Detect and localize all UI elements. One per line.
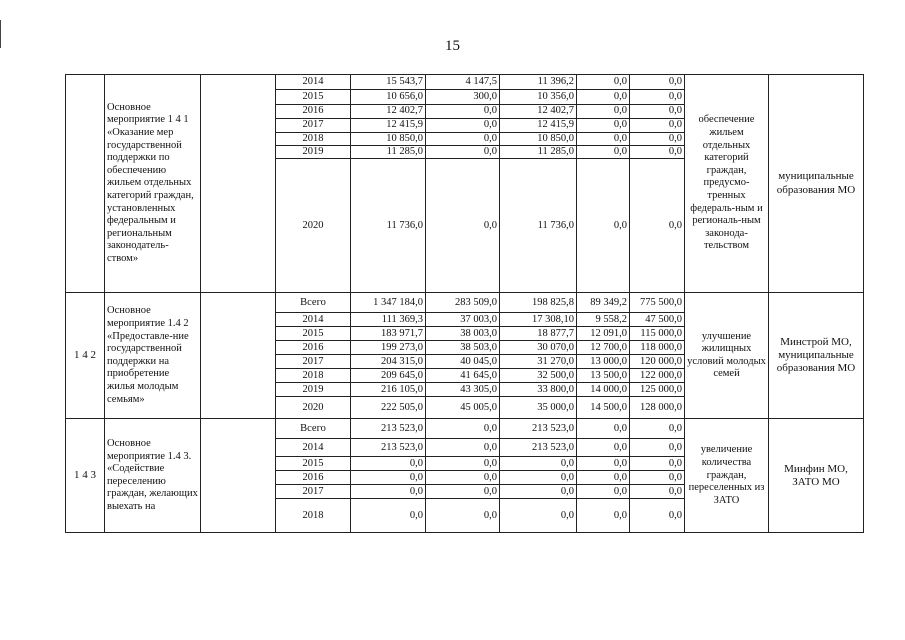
total-cell: 213 523,0 xyxy=(351,439,426,457)
year-cell: 2014 xyxy=(276,75,351,90)
expected-result: увеличение количества граждан, переселенных из ЗАТО xyxy=(685,419,769,533)
funding-cell: 10 356,0 xyxy=(500,90,577,105)
funding-cell: 43 305,0 xyxy=(426,383,500,397)
total-cell: 222 505,0 xyxy=(351,397,426,419)
funding-cell: 283 509,0 xyxy=(426,293,500,313)
empty-cell xyxy=(201,75,276,293)
total-cell: 10 850,0 xyxy=(351,133,426,146)
total-cell: 12 415,9 xyxy=(351,119,426,133)
funding-cell: 31 270,0 xyxy=(500,355,577,369)
funding-cell: 0,0 xyxy=(426,146,500,159)
funding-cell: 14 000,0 xyxy=(577,383,630,397)
funding-cell: 0,0 xyxy=(426,105,500,119)
funding-cell: 120 000,0 xyxy=(630,355,685,369)
funding-cell: 118 000,0 xyxy=(630,341,685,355)
year-cell: 2016 xyxy=(276,471,351,485)
section-index: 1 4 3 xyxy=(66,419,105,533)
total-cell: 1 347 184,0 xyxy=(351,293,426,313)
year-cell: 2018 xyxy=(276,133,351,146)
funding-cell: 0,0 xyxy=(500,485,577,499)
funding-cell: 0,0 xyxy=(577,146,630,159)
total-cell: 10 656,0 xyxy=(351,90,426,105)
year-cell: 2014 xyxy=(276,439,351,457)
funding-cell: 12 415,9 xyxy=(500,119,577,133)
funding-cell: 0,0 xyxy=(500,471,577,485)
page-number: 15 xyxy=(445,38,460,54)
funding-cell: 0,0 xyxy=(630,105,685,119)
funding-cell: 0,0 xyxy=(577,133,630,146)
total-cell: 111 369,3 xyxy=(351,313,426,327)
empty-cell xyxy=(201,419,276,533)
funding-cell: 198 825,8 xyxy=(500,293,577,313)
funding-cell: 0,0 xyxy=(426,159,500,293)
empty-cell xyxy=(201,293,276,419)
year-cell: 2016 xyxy=(276,105,351,119)
funding-cell: 12 700,0 xyxy=(577,341,630,355)
year-cell: 2015 xyxy=(276,457,351,471)
funding-cell: 9 558,2 xyxy=(577,313,630,327)
funding-cell: 300,0 xyxy=(426,90,500,105)
funding-cell: 0,0 xyxy=(630,159,685,293)
funding-cell: 0,0 xyxy=(630,119,685,133)
total-cell: 11 736,0 xyxy=(351,159,426,293)
funding-cell: 0,0 xyxy=(577,105,630,119)
year-cell: 2020 xyxy=(276,397,351,419)
total-cell: 0,0 xyxy=(351,457,426,471)
funding-cell: 13 500,0 xyxy=(577,369,630,383)
funding-cell: 213 523,0 xyxy=(500,439,577,457)
program-activities-table xyxy=(65,74,864,533)
activity-description: Основное мероприятие 1.4 3. «Содействие переселению граждан, желающих выехать на xyxy=(105,419,201,533)
total-cell: 0,0 xyxy=(351,471,426,485)
funding-cell: 0,0 xyxy=(577,485,630,499)
responsible-party: Минстрой МО, муниципальные образования МО xyxy=(769,293,864,419)
funding-cell: 38 003,0 xyxy=(426,327,500,341)
year-cell: 2016 xyxy=(276,341,351,355)
funding-cell: 775 500,0 xyxy=(630,293,685,313)
funding-cell: 37 003,0 xyxy=(426,313,500,327)
total-cell: 199 273,0 xyxy=(351,341,426,355)
funding-cell: 0,0 xyxy=(426,119,500,133)
year-cell: 2017 xyxy=(276,119,351,133)
funding-cell: 0,0 xyxy=(426,485,500,499)
funding-cell: 0,0 xyxy=(426,439,500,457)
expected-result: улучшение жилищных условий молодых семей xyxy=(685,293,769,419)
funding-cell: 0,0 xyxy=(426,133,500,146)
funding-cell: 0,0 xyxy=(630,419,685,439)
year-cell: 2018 xyxy=(276,369,351,383)
funding-cell: 12 402,7 xyxy=(500,105,577,119)
total-cell: 15 543,7 xyxy=(351,75,426,90)
funding-cell: 41 645,0 xyxy=(426,369,500,383)
funding-cell: 32 500,0 xyxy=(500,369,577,383)
funding-cell: 0,0 xyxy=(426,419,500,439)
funding-cell: 12 091,0 xyxy=(577,327,630,341)
funding-cell: 0,0 xyxy=(630,471,685,485)
funding-cell: 0,0 xyxy=(630,439,685,457)
total-cell: 0,0 xyxy=(351,499,426,533)
funding-cell: 0,0 xyxy=(577,119,630,133)
funding-cell: 18 877,7 xyxy=(500,327,577,341)
funding-cell: 0,0 xyxy=(630,133,685,146)
table-row xyxy=(66,419,864,439)
funding-cell: 0,0 xyxy=(426,457,500,471)
section-index xyxy=(66,75,105,293)
funding-cell: 10 850,0 xyxy=(500,133,577,146)
total-cell: 204 315,0 xyxy=(351,355,426,369)
funding-cell: 33 800,0 xyxy=(500,383,577,397)
funding-cell: 11 285,0 xyxy=(500,146,577,159)
funding-cell: 0,0 xyxy=(630,457,685,471)
funding-cell: 89 349,2 xyxy=(577,293,630,313)
funding-cell: 0,0 xyxy=(500,457,577,471)
total-cell: 183 971,7 xyxy=(351,327,426,341)
funding-cell: 11 396,2 xyxy=(500,75,577,90)
funding-cell: 0,0 xyxy=(426,471,500,485)
funding-cell: 11 736,0 xyxy=(500,159,577,293)
funding-cell: 125 000,0 xyxy=(630,383,685,397)
total-cell: 0,0 xyxy=(351,485,426,499)
year-cell: 2015 xyxy=(276,327,351,341)
year-cell: 2017 xyxy=(276,355,351,369)
funding-cell: 0,0 xyxy=(426,499,500,533)
total-cell: 12 402,7 xyxy=(351,105,426,119)
responsible-party: муниципальные образования МО xyxy=(769,75,864,293)
year-cell: Всего xyxy=(276,293,351,313)
funding-cell: 47 500,0 xyxy=(630,313,685,327)
funding-cell: 0,0 xyxy=(577,90,630,105)
funding-cell: 45 005,0 xyxy=(426,397,500,419)
funding-cell: 17 308,10 xyxy=(500,313,577,327)
funding-cell: 30 070,0 xyxy=(500,341,577,355)
table-row xyxy=(66,75,864,90)
funding-cell: 0,0 xyxy=(630,146,685,159)
activity-description: Основное мероприятие 1 4 1 «Оказание мер государственной поддержки по обеспечению жильем отдельных категорий граждан, установленных федеральным и региональным законодатель-ством» xyxy=(105,75,201,293)
funding-cell: 4 147,5 xyxy=(426,75,500,90)
total-cell: 11 285,0 xyxy=(351,146,426,159)
funding-cell: 128 000,0 xyxy=(630,397,685,419)
funding-cell: 115 000,0 xyxy=(630,327,685,341)
funding-cell: 35 000,0 xyxy=(500,397,577,419)
activity-description: Основное мероприятие 1.4 2 «Предоставле-ние государственной поддержки на приобретение жилья молодым семьям» xyxy=(105,293,201,419)
total-cell: 209 645,0 xyxy=(351,369,426,383)
year-cell: 2018 xyxy=(276,499,351,533)
funding-cell: 14 500,0 xyxy=(577,397,630,419)
funding-cell: 0,0 xyxy=(577,419,630,439)
funding-cell: 0,0 xyxy=(500,499,577,533)
funding-cell: 0,0 xyxy=(577,75,630,90)
year-cell: 2019 xyxy=(276,383,351,397)
funding-cell: 122 000,0 xyxy=(630,369,685,383)
year-cell: 2019 xyxy=(276,146,351,159)
funding-cell: 0,0 xyxy=(630,499,685,533)
funding-cell: 0,0 xyxy=(630,90,685,105)
table-row xyxy=(66,293,864,313)
responsible-party: Минфин МО, ЗАТО МО xyxy=(769,419,864,533)
funding-cell: 213 523,0 xyxy=(500,419,577,439)
total-cell: 216 105,0 xyxy=(351,383,426,397)
year-cell: 2017 xyxy=(276,485,351,499)
year-cell: 2014 xyxy=(276,313,351,327)
funding-cell: 0,0 xyxy=(630,75,685,90)
funding-cell: 38 503,0 xyxy=(426,341,500,355)
funding-cell: 0,0 xyxy=(577,471,630,485)
year-cell: 2015 xyxy=(276,90,351,105)
section-index: 1 4 2 xyxy=(66,293,105,419)
funding-cell: 0,0 xyxy=(630,485,685,499)
funding-cell: 0,0 xyxy=(577,439,630,457)
funding-cell: 0,0 xyxy=(577,457,630,471)
funding-cell: 0,0 xyxy=(577,159,630,293)
expected-result: обеспечение жильем отдельных категорий граждан, предусмо-тренных федераль-ным и региональ-ным законода-тельством xyxy=(685,75,769,293)
funding-cell: 40 045,0 xyxy=(426,355,500,369)
year-cell: 2020 xyxy=(276,159,351,293)
total-cell: 213 523,0 xyxy=(351,419,426,439)
funding-cell: 0,0 xyxy=(577,499,630,533)
funding-cell: 13 000,0 xyxy=(577,355,630,369)
year-cell: Всего xyxy=(276,419,351,439)
